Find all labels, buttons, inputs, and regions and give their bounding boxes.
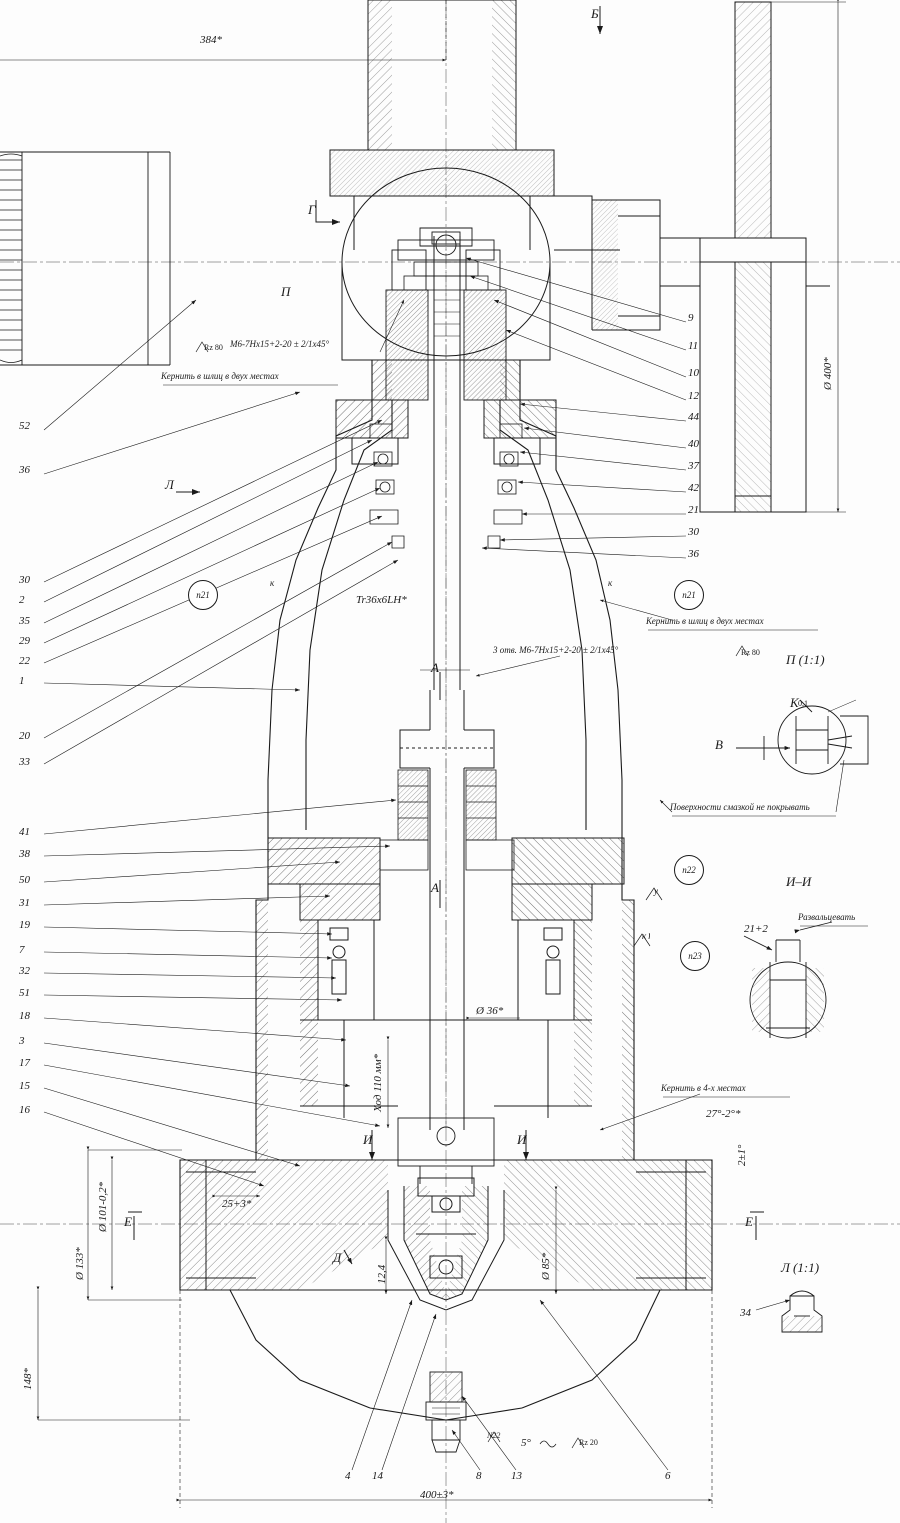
note-razvalcevat: Развальцевать (798, 912, 856, 922)
dimension-thread-tr36: Tr36x6LH* (356, 594, 407, 606)
balloon-13: 13 (511, 1470, 522, 1482)
balloon-33: 33 (19, 756, 30, 768)
balloon-17: 17 (19, 1057, 30, 1069)
section-mark-b: Б (591, 6, 599, 21)
balloon-51: 51 (19, 987, 30, 999)
balloon-36-right: 36 (688, 548, 699, 560)
section-mark-ku: к۱ (642, 931, 652, 941)
mark-n21-left: n21 (188, 580, 218, 610)
note-roughness-rz20: Rz 20 (579, 1438, 598, 1447)
section-mark-k-right: к (608, 578, 613, 588)
section-mark-a-lower: А (431, 880, 439, 895)
balloon-18: 18 (19, 1010, 30, 1022)
mark-n21-right: n21 (674, 580, 704, 610)
balloon-12: 12 (688, 390, 699, 402)
dimension-148: 148* (22, 1368, 34, 1390)
dimension-angle-2: 2±1° (736, 1144, 748, 1166)
balloon-22: 22 (19, 655, 30, 667)
balloon-16: 16 (19, 1104, 30, 1116)
dimension-diameter-85: Ø 85* (540, 1252, 552, 1280)
dimension-diameter-400: Ø 400* (822, 357, 834, 390)
note-thread-top: M6-7Hx15+2-20 ± 2/1x45° (230, 339, 330, 349)
section-mark-k-left: к (270, 578, 275, 588)
balloon-32: 32 (19, 965, 30, 977)
balloon-35: 35 (19, 615, 30, 627)
dimension-angle-27: 27°-2°* (706, 1108, 741, 1120)
balloon-40: 40 (688, 438, 699, 450)
section-mark-a-upper: А (431, 660, 439, 675)
balloon-50: 50 (19, 874, 30, 886)
dimension-diameter-101: Ø 101-0,2* (97, 1181, 109, 1232)
note-roughness-rz80-holes: Rz 80 (741, 648, 760, 657)
dimension-diameter-36: Ø 36* (476, 1005, 504, 1017)
note-kernit-two-places-right: Кернить в шлиц в двух местах (646, 616, 764, 626)
dimension-stroke-110: Ход 110 мм* (372, 1053, 384, 1112)
section-mark-e-right: Е (745, 1214, 753, 1229)
balloon-15: 15 (19, 1080, 30, 1092)
balloon-29: 29 (19, 635, 30, 647)
section-mark-g: Г (308, 202, 316, 217)
section-mark-v: В (715, 737, 723, 752)
dimension-angle-5: 5° (521, 1437, 531, 1449)
section-mark-i-right: И (517, 1132, 527, 1147)
balloon-19: 19 (19, 919, 30, 931)
section-mark-p: П (281, 284, 291, 299)
balloon-36-left: 36 (19, 464, 30, 476)
note-roughness-rz80-top: Rz 80 (204, 343, 223, 352)
detail-view-title-ii: И–И (786, 874, 812, 889)
balloon-4: 4 (345, 1470, 351, 1482)
balloon-1: 1 (19, 675, 25, 687)
dimension-25: 25+3* (222, 1198, 252, 1210)
detail-view-title-p: П (1:1) (786, 652, 825, 667)
balloon-11: 11 (688, 340, 699, 352)
note-kernit-four-places: Кернить в 4-х местах (661, 1083, 746, 1093)
balloon-20: 20 (19, 730, 30, 742)
dimension-384: 384* (200, 34, 222, 46)
note-kernit-two-places-left: Кернить в шлиц в двух местах (161, 371, 279, 381)
balloon-3: 3 (19, 1035, 25, 1047)
balloon-10: 10 (688, 367, 699, 379)
balloon-37: 37 (688, 460, 699, 472)
balloon-34: 34 (740, 1307, 751, 1319)
dimension-diameter-133: Ø 133* (74, 1247, 86, 1280)
section-mark-i-left: И (363, 1132, 373, 1147)
mark-n22-bottom: N22 (487, 1431, 501, 1440)
balloon-52: 52 (19, 420, 30, 432)
balloon-7: 7 (19, 944, 25, 956)
balloon-31: 31 (19, 897, 30, 909)
dimension-12-4: 12,4 (376, 1264, 388, 1284)
balloon-2: 2 (19, 594, 25, 606)
balloon-9: 9 (688, 312, 694, 324)
balloon-38: 38 (19, 848, 30, 860)
balloon-21: 21 (688, 504, 699, 516)
section-mark-l: Л (165, 477, 174, 492)
section-mark-e-left: Е (124, 1214, 132, 1229)
note-three-holes-thread: 3 отв. M6-7Hx15+2-20 ± 2/1x45° (493, 645, 619, 655)
mark-n22: n22 (674, 855, 704, 885)
dimension-21: 21+2 (744, 923, 768, 935)
section-mark-k: К (790, 695, 799, 710)
detail-view-title-l: Л (1:1) (781, 1260, 820, 1275)
section-mark-u: у (654, 886, 658, 896)
dimension-0-1: 0,1 (798, 699, 808, 708)
dimension-length-400: 400±3* (420, 1489, 454, 1501)
balloon-42: 42 (688, 482, 699, 494)
balloon-14: 14 (372, 1470, 383, 1482)
mark-n23: n23 (680, 941, 710, 971)
balloon-8: 8 (476, 1470, 482, 1482)
balloon-44: 44 (688, 411, 699, 423)
balloon-41: 41 (19, 826, 30, 838)
section-mark-d: Д (333, 1250, 342, 1265)
balloon-30-right: 30 (688, 526, 699, 538)
balloon-6: 6 (665, 1470, 671, 1482)
balloon-30-left: 30 (19, 574, 30, 586)
note-no-grease-surfaces: Поверхности смазкой не покрывать (670, 802, 810, 812)
